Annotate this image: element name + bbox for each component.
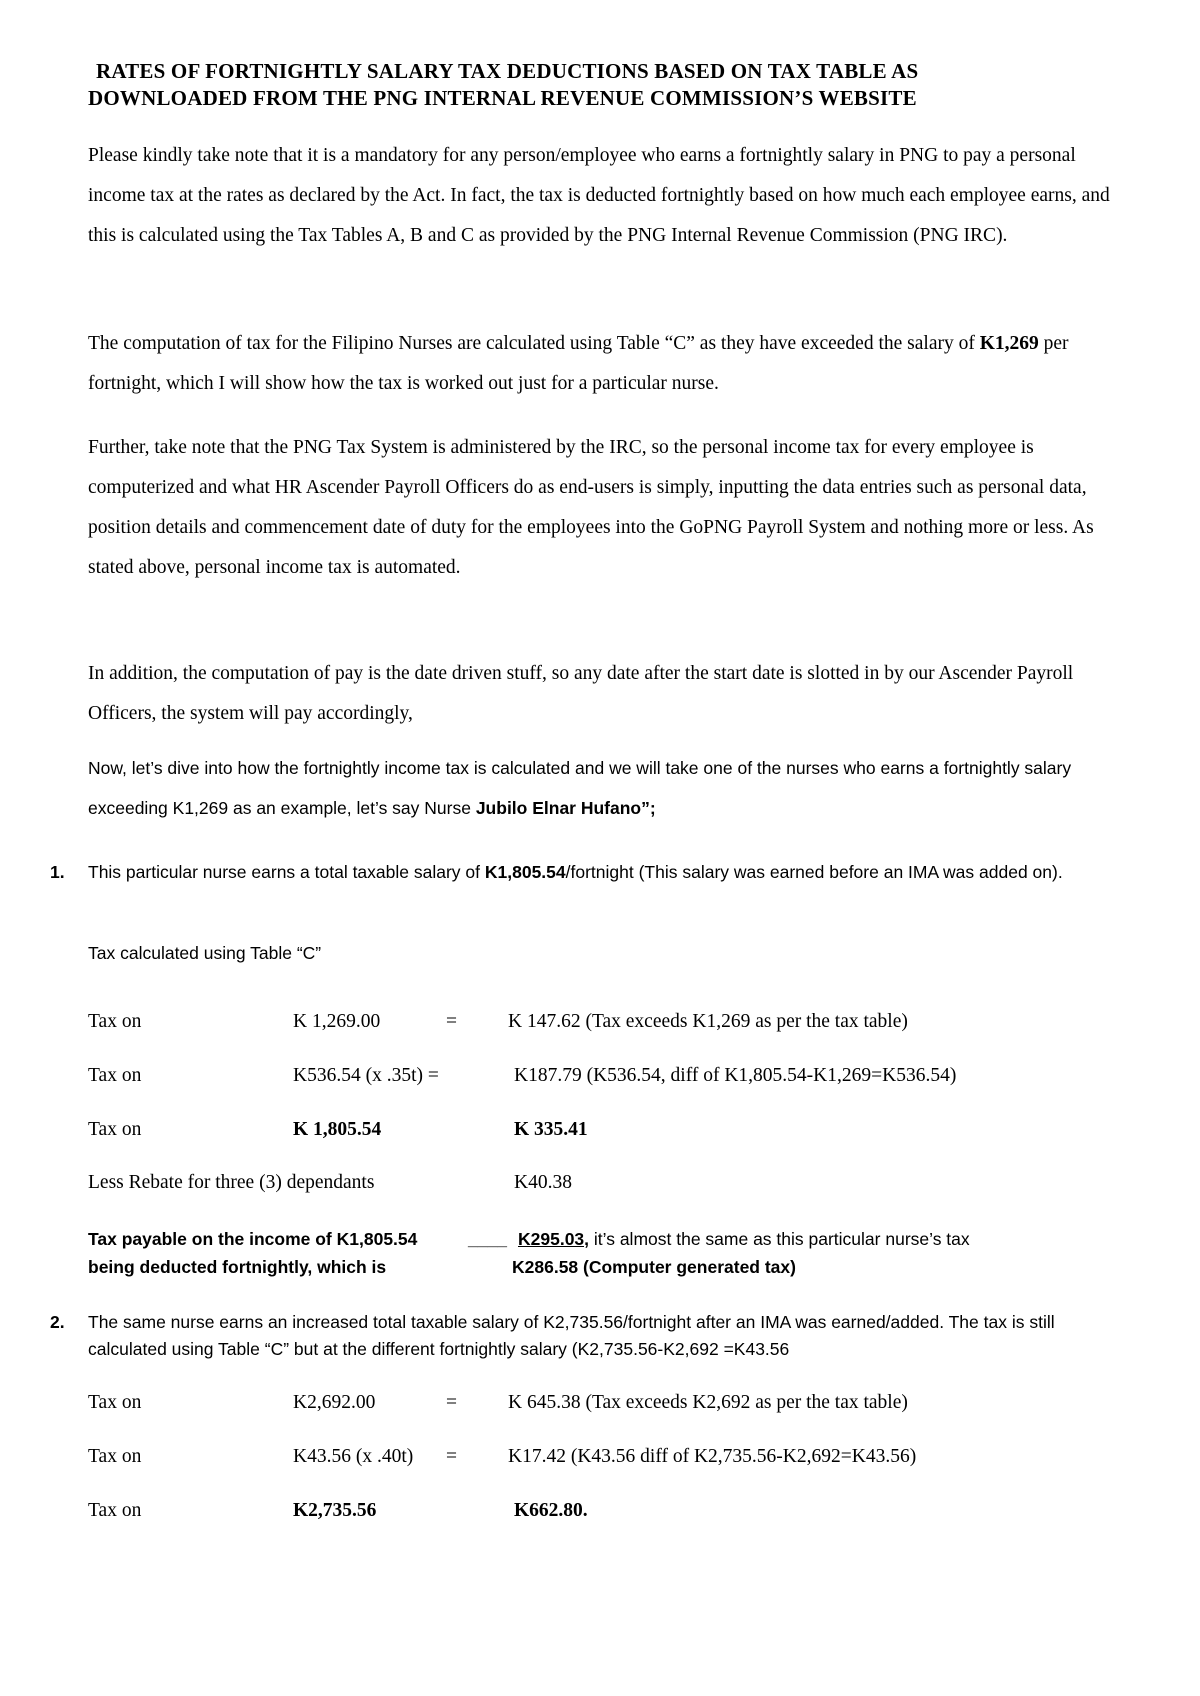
row-label: Tax on xyxy=(88,1392,142,1413)
page-title xyxy=(88,58,1096,112)
paragraph-irc-system: Further, take note that the PNG Tax System is administered by the IRC, so the personal income tax for every employee is computerized and what HR Ascender Payroll Officers do as end-users is simply, inputting the data entries such as personal data, position details and commencement date of duty for the employees into the GoPNG Payroll System and nothing more or less. As stated above, personal income tax is automated. xyxy=(88,437,1094,578)
paragraph-date-driven: In addition, the computation of pay is the date driven stuff, so any date after the start date is slotted in by our Ascender Payroll Officers, the system will pay accordingly, xyxy=(88,663,1074,724)
list-number-2: 2. xyxy=(50,1312,65,1332)
rebate-value: K40.38 xyxy=(514,1172,572,1193)
row-amount: K2,692.00 xyxy=(293,1392,376,1413)
item1-text-a: This particular nurse earns a total taxable salary of xyxy=(88,862,485,882)
paragraph-example-intro xyxy=(88,748,1118,828)
list-item-2 xyxy=(50,1309,1130,1363)
list-item-1 xyxy=(50,859,1130,886)
row-label: Tax on xyxy=(88,1065,142,1086)
row-amount: K2,735.56 xyxy=(293,1500,377,1521)
table-c-note xyxy=(88,940,1168,967)
paragraph-table-c-text-a: The computation of tax for the Filipino Nurses are calculated using Table “C” as they have exceeded the salary of xyxy=(88,333,980,354)
title-line-2: DOWNLOADED FROM THE PNG INTERNAL REVENUE COMMISSION’S WEBSITE xyxy=(88,86,917,110)
item1-text-c: /fortnight (This salary was earned before an IMA was added on). xyxy=(565,862,1063,882)
rebate-label: Less Rebate for three (3) dependants xyxy=(88,1172,375,1193)
table-c-note-text: Tax calculated using Table “C” xyxy=(88,943,322,963)
payable-value: K295.03, xyxy=(518,1229,590,1249)
row-label: Tax on xyxy=(88,1119,142,1140)
title-line-1: RATES OF FORTNIGHTLY SALARY TAX DEDUCTIONS BASED ON TAX TABLE AS xyxy=(96,59,919,83)
example-intro-text: Now, let’s dive into how the fortnightly income tax is calculated and we will take one of the nurses who earns a fortnightly salary exceeding K1,269 as an example, let’s say Nurse xyxy=(88,758,1072,818)
row-amount: K43.56 (x .40t) xyxy=(293,1446,414,1467)
row-result: K 335.41 xyxy=(514,1119,588,1140)
list-item-2-text: The same nurse earns an increased total taxable salary of K2,735.56/fortnight after an IMA was earned/added. The tax is still calculated using Table “C” but at the different fortnightly salary (K2,735.56-K2,692 =K43.56 xyxy=(88,1312,1055,1359)
paragraph-table-c-text-b: per fortnight, which I will show how the tax is worked out just for a particular nurse. xyxy=(88,333,1069,394)
row-result: K662.80. xyxy=(514,1500,588,1521)
row-label: Tax on xyxy=(88,1500,142,1521)
paragraph-table-c xyxy=(88,324,1118,404)
nurse-name: Jubilo Elnar Hufano”; xyxy=(475,798,656,818)
deducted-label: being deducted fortnightly, which is xyxy=(88,1257,387,1277)
row-result: K17.42 (K43.56 diff of K2,735.56-K2,692=K43.56) xyxy=(508,1446,917,1467)
tax-payable-line-1 xyxy=(88,1226,1138,1254)
row-amount: K 1,805.54 xyxy=(293,1119,382,1140)
row-equals: = xyxy=(446,1011,457,1032)
salary-threshold: K1,269 xyxy=(979,333,1039,354)
item1-salary: K1,805.54 xyxy=(484,862,566,882)
row-result: K187.79 (K536.54, diff of K1,805.54-K1,269=K536.54) xyxy=(514,1065,957,1086)
list-number-1: 1. xyxy=(50,862,65,882)
list-item-1-text xyxy=(88,859,1130,886)
row-label: Tax on xyxy=(88,1446,142,1467)
payable-underline-gap: ____ xyxy=(468,1229,507,1249)
row-label: Tax on xyxy=(88,1011,142,1032)
payable-value-wrap xyxy=(518,1226,970,1253)
tax-payable-line-2 xyxy=(88,1254,1138,1282)
row-result: K 645.38 (Tax exceeds K2,692 as per the tax table) xyxy=(508,1392,908,1413)
row-amount: K 1,269.00 xyxy=(293,1011,381,1032)
row-amount: K536.54 (x .35t) = xyxy=(293,1065,439,1086)
paragraph-mandatory-tax: Please kindly take note that it is a mandatory for any person/employee who earns a fortnightly salary in PNG to pay a personal income tax at the rates as declared by the Act. In fact, the tax is deducted fortnightly based on how much each employee earns, and this is calculated using the Tax Tables A, B and C as provided by the PNG Internal Revenue Commission (PNG IRC). xyxy=(88,145,1110,246)
row-equals: = xyxy=(446,1392,457,1413)
row-equals: = xyxy=(446,1446,457,1467)
payable-comment: it’s almost the same as this particular nurse’s tax xyxy=(589,1229,970,1249)
payable-label: Tax payable on the income of K1,805.54 xyxy=(88,1229,418,1249)
computer-generated-tax: K286.58 (Computer generated tax) xyxy=(512,1257,796,1277)
row-result: K 147.62 (Tax exceeds K1,269 as per the tax table) xyxy=(508,1011,908,1032)
